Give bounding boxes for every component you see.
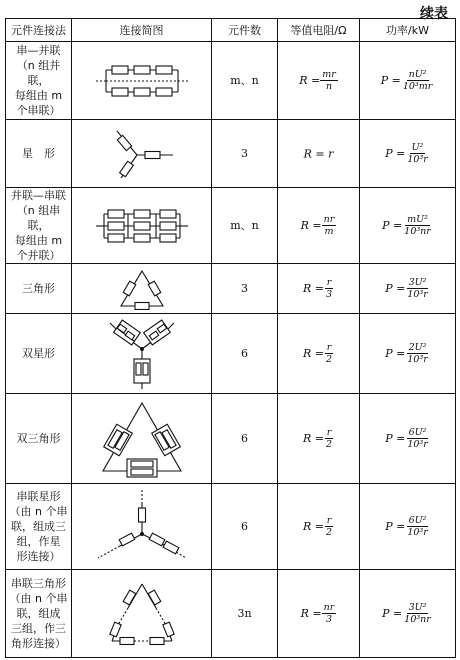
continued-label: 续表 xyxy=(420,6,448,22)
method-line: 组，作星 xyxy=(16,535,61,548)
method-line: 双三角形 xyxy=(16,432,61,445)
method-cell xyxy=(6,570,72,658)
method-line: 每组由 m xyxy=(14,89,63,102)
resistance-cell xyxy=(278,394,360,484)
power-cell xyxy=(360,188,456,264)
resistance-lhs: R = xyxy=(302,282,324,295)
table-row xyxy=(6,42,456,120)
resistance-denominator: n xyxy=(325,81,333,92)
power-fraction xyxy=(405,277,429,300)
table-row xyxy=(6,188,456,264)
method-line: 双星形 xyxy=(22,347,55,360)
power-cell xyxy=(360,120,456,188)
series-parallel-diagram xyxy=(94,64,190,98)
header-count: 元件数 xyxy=(212,19,278,42)
header-resistance: 等值电阻/Ω xyxy=(278,19,360,42)
power-lhs: P = xyxy=(382,219,403,232)
power-numerator: 6U² xyxy=(408,427,427,438)
power-lhs: P = xyxy=(385,282,406,295)
diagram-cell xyxy=(72,484,212,570)
method-cell xyxy=(6,188,72,264)
power-denominator: 10³r xyxy=(407,289,428,300)
power-cell xyxy=(360,42,456,120)
resistance-cell xyxy=(278,264,360,314)
resistance-fraction xyxy=(320,69,338,92)
resistance-denominator: 2 xyxy=(325,527,333,538)
header-method: 元件连接法 xyxy=(6,19,72,42)
method-line: 串—并联 xyxy=(16,44,61,57)
resistance-fraction xyxy=(324,342,334,365)
table-row xyxy=(6,264,456,314)
triangle-diagram xyxy=(117,268,167,310)
resistance-denominator: 3 xyxy=(325,614,333,625)
power-denominator: 10³r xyxy=(407,439,428,450)
diagram-cell xyxy=(72,264,212,314)
parallel-series-diagram xyxy=(94,208,190,244)
table-row xyxy=(6,570,456,658)
resistance-numerator: nr xyxy=(323,214,335,225)
power-cell xyxy=(360,570,456,658)
power-lhs: P = xyxy=(385,520,406,533)
method-line: （n 组串联， xyxy=(16,204,61,232)
power-numerator: 6U² xyxy=(408,515,427,526)
header-diagram: 连接简图 xyxy=(72,19,212,42)
resistance-lhs: R = xyxy=(302,520,324,533)
resistance-numerator: mr xyxy=(322,69,336,80)
power-lhs: P = xyxy=(385,432,406,445)
method-line: 个并联） xyxy=(16,249,61,262)
resistance-fraction xyxy=(322,214,337,237)
method-cell xyxy=(6,394,72,484)
power-lhs: P = xyxy=(385,147,406,160)
resistance-numerator: r xyxy=(326,427,332,438)
resistance-cell xyxy=(278,314,360,394)
method-line: 形连接） xyxy=(16,550,61,563)
power-fraction xyxy=(405,427,429,450)
resistance-numerator: r xyxy=(326,277,332,288)
method-line: （由 n 个串 xyxy=(9,592,68,605)
resistance-cell xyxy=(278,42,360,120)
count-cell: 3n xyxy=(212,570,278,658)
method-line: 并联—串联 xyxy=(11,189,66,202)
power-cell xyxy=(360,394,456,484)
method-cell xyxy=(6,264,72,314)
diagram-cell xyxy=(72,120,212,188)
resistance-denominator: 3 xyxy=(325,289,333,300)
power-cell xyxy=(360,264,456,314)
method-line: 联，组成 xyxy=(16,607,61,620)
power-numerator: 3U² xyxy=(408,277,427,288)
power-fraction xyxy=(405,142,429,165)
series-triangle-diagram xyxy=(108,581,176,647)
method-line: 个串联） xyxy=(16,104,61,117)
star-diagram xyxy=(107,123,177,185)
method-cell xyxy=(6,484,72,570)
power-cell xyxy=(360,314,456,394)
method-line: （n 组并联， xyxy=(16,59,61,87)
resistance-numerator: r xyxy=(326,515,332,526)
count-cell: 6 xyxy=(212,314,278,394)
resistance-cell xyxy=(278,120,360,188)
resistance-denominator: 2 xyxy=(325,439,333,450)
method-line: 星 形 xyxy=(22,147,55,160)
header-power: 功率/kW xyxy=(360,19,456,42)
method-cell xyxy=(6,42,72,120)
series-star-diagram xyxy=(94,488,190,566)
header-row xyxy=(6,19,456,42)
diagram-cell xyxy=(72,42,212,120)
power-fraction xyxy=(405,342,429,365)
double-triangle-diagram xyxy=(99,399,185,479)
power-denominator: 10³r xyxy=(407,354,428,365)
count-cell: 3 xyxy=(212,264,278,314)
power-lhs: P = xyxy=(382,607,403,620)
power-fraction xyxy=(401,69,434,92)
power-numerator: nU² xyxy=(408,69,427,80)
resistance-numerator: nr xyxy=(323,602,335,613)
table-row xyxy=(6,484,456,570)
power-fraction xyxy=(402,214,433,237)
power-numerator: U² xyxy=(411,142,424,153)
resistor-connection-table xyxy=(5,18,456,658)
resistance-lhs: R = xyxy=(300,219,322,232)
resistance-cell xyxy=(278,570,360,658)
method-line: （由 n 个串 xyxy=(9,505,68,518)
resistance-fraction xyxy=(324,515,334,538)
resistance-lhs: R = xyxy=(299,74,321,87)
method-cell xyxy=(6,120,72,188)
power-denominator: 10³r xyxy=(407,527,428,538)
count-cell: 6 xyxy=(212,484,278,570)
method-line: 联，组成三 xyxy=(11,520,66,533)
resistance-lhs: R = xyxy=(302,347,324,360)
method-line: 角形连接） xyxy=(11,637,66,650)
count-cell: 3 xyxy=(212,120,278,188)
count-cell: 6 xyxy=(212,394,278,484)
power-denominator: 10³r xyxy=(407,154,428,165)
power-fraction xyxy=(405,515,429,538)
resistance-numerator: r xyxy=(326,342,332,353)
diagram-cell xyxy=(72,570,212,658)
resistance-formula: R = r xyxy=(303,147,334,161)
double-star-diagram xyxy=(104,317,180,391)
method-line: 三角形 xyxy=(22,282,55,295)
power-fraction xyxy=(402,602,433,625)
resistance-denominator: 2 xyxy=(325,354,333,365)
diagram-cell xyxy=(72,314,212,394)
count-cell: m、n xyxy=(212,42,278,120)
resistance-lhs: R = xyxy=(302,432,324,445)
method-line: 串联三角形 xyxy=(11,577,66,590)
resistance-cell xyxy=(278,188,360,264)
diagram-cell xyxy=(72,188,212,264)
power-denominator: 10³nr xyxy=(404,226,431,237)
method-line: 串联星形 xyxy=(16,490,61,503)
diagram-cell xyxy=(72,394,212,484)
power-cell xyxy=(360,484,456,570)
resistance-denominator: m xyxy=(324,226,334,237)
resistance-cell xyxy=(278,484,360,570)
power-numerator: mU² xyxy=(407,214,428,225)
table-row xyxy=(6,314,456,394)
power-numerator: 3U² xyxy=(408,602,427,613)
resistance-fraction xyxy=(324,427,334,450)
method-line: 三组，作三 xyxy=(11,622,66,635)
count-cell: m、n xyxy=(212,188,278,264)
resistance-fraction xyxy=(324,277,334,300)
power-numerator: 2U² xyxy=(408,342,427,353)
power-lhs: P = xyxy=(385,347,406,360)
power-denominator: 10³mr xyxy=(402,81,433,92)
table-row xyxy=(6,394,456,484)
power-lhs: P = xyxy=(380,74,401,87)
table-row xyxy=(6,120,456,188)
resistance-lhs: R = xyxy=(300,607,322,620)
power-denominator: 10³nr xyxy=(404,614,431,625)
resistance-fraction xyxy=(322,602,337,625)
method-cell xyxy=(6,314,72,394)
method-line: 每组由 m xyxy=(14,234,63,247)
